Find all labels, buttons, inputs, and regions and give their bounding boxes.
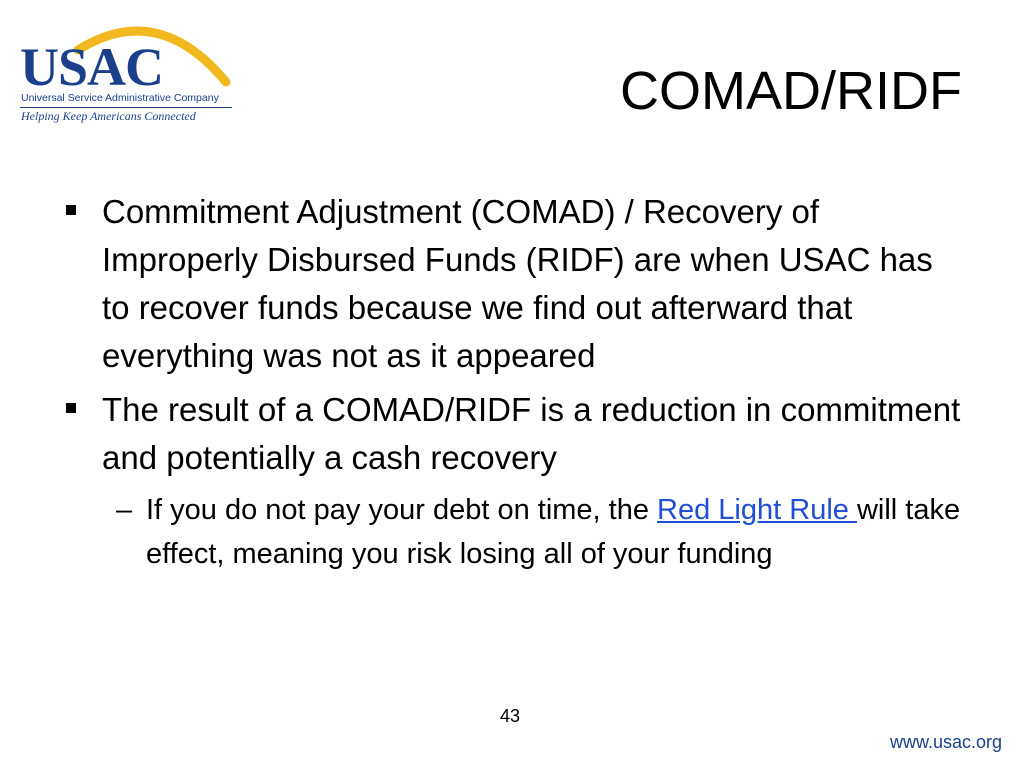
bullet-1-text: Commitment Adjustment (COMAD) / Recovery of Improperly Disbursed Funds (RIDF) are when USAC has to recover funds because we find out afterward that everything was not as it appeared: [102, 193, 933, 374]
logo-company-name: Universal Service Administrative Company: [21, 92, 219, 104]
page-number: 43: [500, 706, 521, 726]
square-bullet-icon: [66, 403, 76, 413]
bullet-2: [62, 386, 962, 482]
bullet-1: [62, 188, 962, 380]
footer-url[interactable]: www.usac.org: [889, 732, 1002, 752]
bullet-2-text: The result of a COMAD/RIDF is a reduction in commitment and potentially a cash recovery: [102, 391, 961, 476]
logo-wordmark: USAC: [20, 37, 164, 97]
logo-divider: [20, 107, 232, 108]
subbullet-text-after: will take effect, meaning you risk losing all of your funding: [146, 494, 961, 570]
usac-logo: [8, 10, 238, 128]
logo-tagline: Helping Keep Americans Connected: [21, 109, 196, 123]
slide-title: COMAD/RIDF: [620, 61, 962, 121]
dash-bullet: –: [116, 494, 133, 526]
slide-body: [62, 188, 962, 576]
square-bullet-icon: [66, 205, 76, 215]
red-light-rule-link[interactable]: Red Light Rule: [657, 494, 857, 526]
subbullet-1: [62, 488, 962, 576]
subbullet-text-before: If you do not pay your debt on time, the: [146, 494, 658, 526]
